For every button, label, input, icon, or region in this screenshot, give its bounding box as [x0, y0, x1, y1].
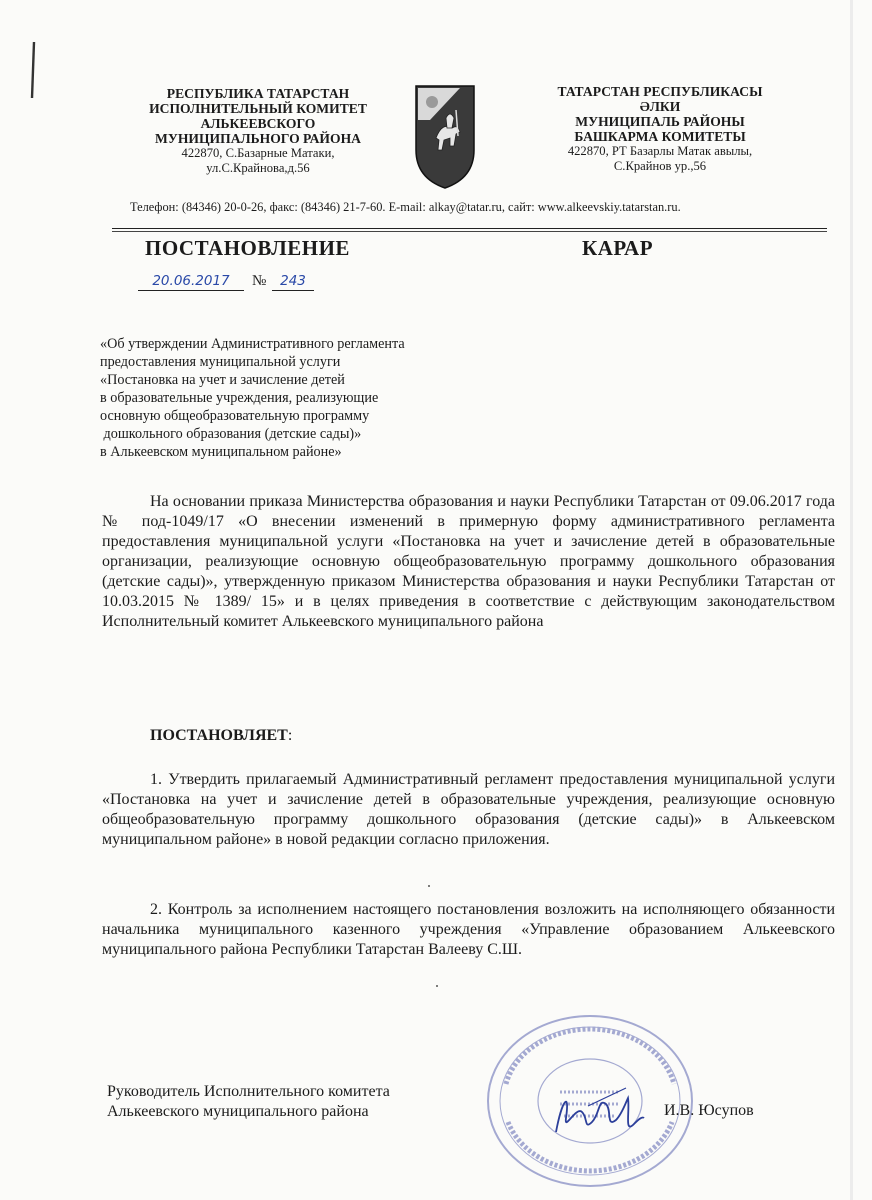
decree-item-1: 1. Утвердить прилагаемый Административный регламент предоставления муниципальной услуги «Постановка на учет и зачисление детей в образовательные учреждения, реализующие основную общеобразовательную программу дошкольного образования (детские сады)» в Алькеевском муниципальном районе» в новой редакции согласно приложения. — [102, 771, 835, 848]
header-right-line3: МУНИЦИПАЛЬ РАЙОНЫ — [575, 114, 745, 129]
subject-line: в Алькеевском муниципальном районе» — [100, 444, 342, 460]
header-right-tt — [510, 84, 810, 174]
signatory-position-line2: Алькеевского муниципального района — [107, 1103, 369, 1120]
header-left-line1: РЕСПУБЛИКА ТАТАРСТАН — [166, 86, 350, 101]
header-left-address1: 422870, С.Базарные Матаки, — [181, 146, 335, 160]
decree-word: ПОСТАНОВЛЯЕТ — [150, 727, 288, 744]
header-right-line2: ӘЛКИ — [639, 99, 681, 114]
header-right-address2: С.Крайнов ур.,56 — [613, 159, 707, 173]
page-edge — [850, 0, 853, 1200]
decree-heading — [150, 727, 292, 745]
header-divider-thin — [112, 231, 827, 232]
handwritten-signature-icon — [548, 1072, 648, 1152]
ink-speck — [436, 985, 438, 987]
number-sign: № — [252, 273, 267, 289]
ink-speck — [428, 885, 430, 887]
subject-line: «Постановка на учет и зачисление детей — [100, 372, 345, 388]
decree-item-2: 2. Контроль за исполнением настоящего постановления возложить на исполняющего обязанности начальника муниципального казенного учреждения «Управление образованием Алькеевского муниципального района Республики Татарстан Валееву С.Ш. — [102, 901, 835, 958]
header-left-line2: ИСПОЛНИТЕЛЬНЫЙ КОМИТЕТ — [149, 101, 367, 116]
document-date: 20.06.2017 — [138, 273, 244, 291]
header-right-line1: ТАТАРСТАН РЕСПУБЛИКАСЫ — [557, 84, 763, 99]
document-subject — [100, 335, 500, 461]
signatory-position-line1: Руководитель Исполнительного комитета — [107, 1083, 390, 1100]
coat-of-arms-icon — [410, 80, 480, 192]
margin-pencil-mark — [22, 40, 52, 100]
subject-line: «Об утверждении Административного регламента — [100, 336, 405, 352]
decree-colon: : — [287, 727, 293, 744]
signatory-name: И.В. Юсупов — [664, 1102, 754, 1119]
subject-line: предоставления муниципальной услуги — [100, 354, 341, 370]
contacts-line: Телефон: (84346) 20-0-26, факс: (84346) 21-7-60. E-mail: alkay@tatar.ru, сайт: www.alkeevskiy.tatarstan.ru. — [130, 200, 681, 214]
header-left-line4: МУНИЦИПАЛЬНОГО РАЙОНА — [155, 131, 361, 146]
header-right-address1: 422870, РТ Базарлы Матак авылы, — [567, 144, 753, 158]
subject-line: дошкольного образования (детские сады)» — [100, 426, 362, 442]
document-title-ru: ПОСТАНОВЛЕНИЕ — [145, 236, 350, 260]
subject-line: в образовательные учреждения, реализующие — [100, 390, 379, 406]
header-left-line3: АЛЬКЕЕВСКОГО — [200, 116, 316, 131]
header-left-address2: ул.С.Крайнова,д.56 — [206, 161, 310, 175]
document-number: 243 — [272, 273, 314, 291]
header-right-line4: БАШКАРМА КОМИТЕТЫ — [574, 129, 746, 144]
document-title-tt: КАРАР — [582, 236, 654, 260]
intro-paragraph: На основании приказа Министерства образования и науки Республики Татарстан от 09.06.2017 года № под-1049/17 «О внесении изменений в примерную форму административного регламента предоставления муниципальной услуги «Постановка на учет и зачисление детей в образовательные организации, реализующие основную общеобразовательную программу дошкольного образования (детские сады)», утвержденную приказом Министерства образования и науки Республики Татарстан от 10.03.2015 № 1389/ 15» и в целях приведения в соответствие с действующим законодательством Исполнительный комитет Алькеевского муниципального района — [102, 493, 835, 630]
header-left-ru — [118, 86, 398, 176]
signatory-position — [107, 1082, 390, 1122]
subject-line: основную общеобразовательную программу — [100, 408, 370, 424]
header-divider — [112, 228, 827, 229]
